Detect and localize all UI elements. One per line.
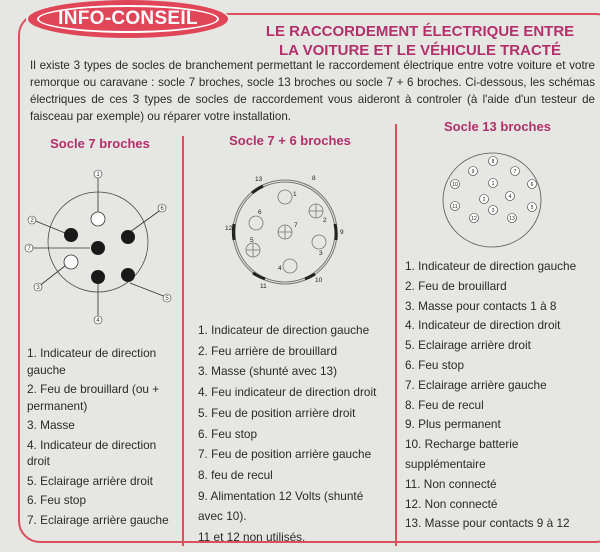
list-item: 6. Feu stop [405, 357, 465, 372]
socle-7-pin-list [27, 345, 177, 528]
svg-text:11: 11 [260, 283, 267, 290]
socle-13-diagram [440, 150, 546, 250]
svg-text:4: 4 [278, 265, 282, 272]
svg-text:7: 7 [27, 246, 31, 252]
svg-text:4: 4 [96, 318, 100, 324]
column-divider-left [182, 136, 184, 546]
list-item: 5. Feu de position arrière droit [198, 405, 356, 420]
svg-text:12: 12 [471, 216, 477, 222]
title-line-2: LA VOITURE ET LE VÉHICULE TRACTÉ [279, 42, 561, 59]
list-item: 6. Feu stop [198, 426, 258, 441]
list-item: 3. Masse (shunté avec 13) [198, 364, 338, 379]
title-line-1: LE RACCORDEMENT ÉLECTRIQUE ENTRE [265, 23, 575, 40]
svg-text:8: 8 [491, 159, 495, 165]
list-item: 13. Masse pour contacts 9 à 12 [405, 516, 570, 531]
svg-text:12: 12 [225, 225, 233, 232]
svg-text:1: 1 [293, 191, 297, 198]
badge-label: INFO-CONSEIL [37, 5, 219, 33]
list-item: 3. Masse [27, 418, 75, 432]
socle-7-6-pin-list [198, 320, 393, 548]
socle-13-pin-list [405, 257, 595, 534]
list-item: 2. Feu arrière de brouillard [198, 343, 338, 358]
list-item: 8. Feu de recul [405, 397, 484, 412]
list-item: 6. Feu stop [27, 493, 87, 507]
svg-text:4: 4 [508, 194, 512, 200]
list-item: 5. Eclairage arrière droit [405, 338, 531, 353]
svg-text:6: 6 [258, 209, 262, 216]
svg-text:9: 9 [471, 169, 475, 175]
list-item: 2. Feu de brouillard (ou + permanent) [27, 382, 160, 413]
svg-text:6: 6 [160, 206, 164, 212]
list-item: 4. Feu indicateur de direction droit [198, 385, 377, 400]
socle-13-title: Socle 13 broches [444, 119, 551, 134]
list-item: 10. Recharge batterie supplémentaire [405, 437, 519, 471]
svg-text:13: 13 [509, 216, 515, 222]
svg-text:5: 5 [165, 296, 169, 302]
svg-text:3: 3 [36, 285, 40, 291]
list-item: 8. feu de recul [198, 467, 273, 482]
svg-text:5: 5 [250, 237, 254, 244]
list-item: 1. Indicateur de direction gauche [198, 323, 370, 337]
svg-text:5: 5 [530, 205, 534, 211]
list-item: 12. Non connecté [405, 496, 498, 511]
list-item: 7. Eclairage arrière gauche [405, 377, 547, 392]
list-item: 4. Indicateur de direction droit [27, 437, 157, 468]
socle-7-6-title: Socle 7 + 6 broches [229, 133, 351, 148]
socle-7-6-diagram [225, 172, 345, 292]
svg-text:9: 9 [340, 229, 344, 236]
svg-text:2: 2 [30, 218, 34, 224]
svg-text:7: 7 [513, 169, 517, 175]
intro-paragraph: Il existe 3 types de socles de branchement permettant le raccordement électrique entre votre voiture et votre remorque ou caravane : socle 7 broches, socle 13 broches ou socle 7 + 6 broches. Ci-dessous, les schémas électriques de ces 3 types de socles de raccordement vous aideront à controler (à l'aide d'un testeur de faisceau par exemple) ou réparer votre installation. [30, 59, 595, 123]
list-item: 2. Feu de brouillard [405, 278, 507, 293]
list-item: 9. Alimentation 12 Volts (shunté avec 10). [198, 488, 364, 524]
list-item: 9. Plus permanent [405, 417, 501, 432]
page-title [250, 22, 590, 60]
svg-text:1: 1 [491, 181, 495, 187]
list-item: 5. Eclairage arrière droit [27, 473, 153, 488]
svg-text:10: 10 [315, 277, 323, 284]
list-item: 3. Masse pour contacts 1 à 8 [405, 298, 557, 313]
svg-text:2: 2 [323, 217, 327, 224]
list-item: 1. Indicateur de direction gauche [27, 346, 157, 377]
list-item: 11 et 12 non utilisés. [198, 530, 306, 545]
list-item: 1. Indicateur de direction gauche [405, 259, 577, 273]
svg-text:1: 1 [96, 172, 100, 178]
column-divider-right [395, 124, 397, 546]
svg-text:8: 8 [312, 175, 316, 182]
socle-7-diagram [20, 165, 180, 330]
list-item: 4. Indicateur de direction droit [405, 318, 561, 333]
svg-text:3: 3 [319, 250, 323, 257]
svg-text:6: 6 [530, 182, 534, 188]
svg-text:11: 11 [452, 204, 458, 210]
socle-7-title: Socle 7 broches [50, 136, 150, 151]
svg-text:3: 3 [491, 208, 495, 214]
info-conseil-badge [28, 0, 228, 38]
svg-text:2: 2 [482, 197, 486, 203]
list-item: 7. Feu de position arrière gauche [198, 447, 372, 462]
svg-text:13: 13 [255, 176, 263, 183]
svg-text:7: 7 [294, 222, 298, 229]
list-item: 11. Non connecté [405, 476, 497, 491]
svg-text:10: 10 [452, 182, 458, 188]
list-item: 7. Eclairage arrière gauche [27, 512, 169, 527]
